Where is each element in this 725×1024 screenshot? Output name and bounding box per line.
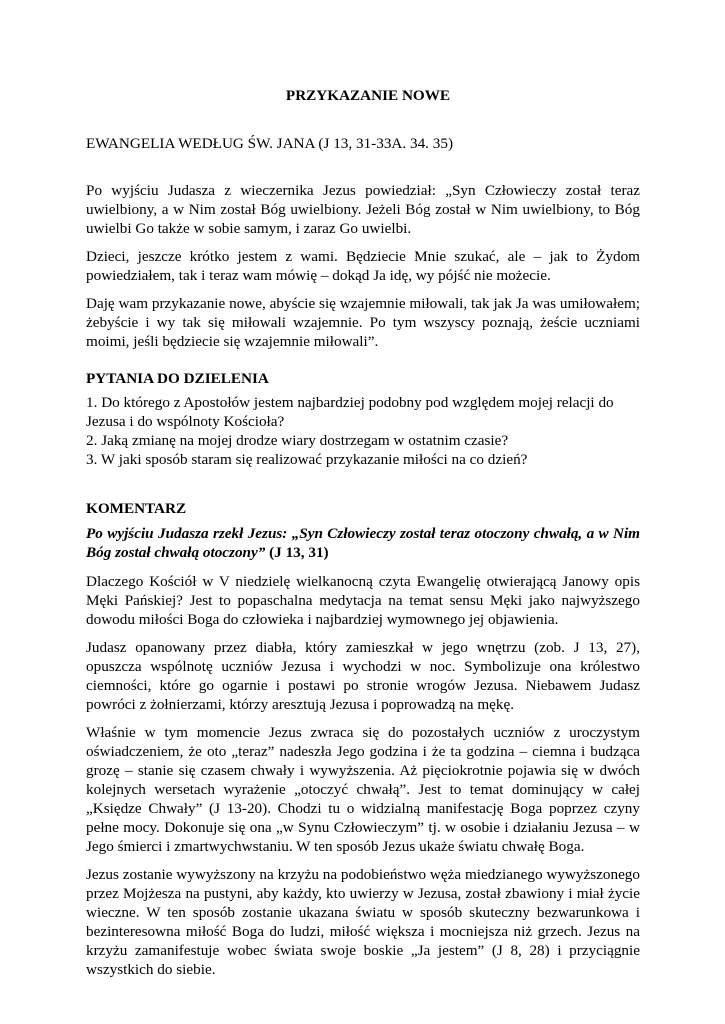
commentary-paragraph-2: Judasz opanowany przez diabła, który zamieszkał w jego wnętrzu (zob. J 13, 27), opuszcza wspólnotę uczniów Jezusa i wychodzi w noc. Symbolizuje ona królestwo ciemności, które go ogarnie i postawi po stronie wrogów Jezusa. Niebawem Judasz powróci z żołnierzami, którzy aresztują Jezusa i poprowadzą na mękę. — [86, 639, 640, 713]
commentary-paragraph-3: Właśnie w tym momencie Jezus zwraca się do pozostałych uczniów z uroczystym oświadczeniem, że oto „teraz” nadeszła Jego godzina i że ta godzina – ciemna i budząca grozę – stanie się czasem chwały i wywyższenia. Aż pięciokrotnie pojawia się w dwóch kolejnych wersetach wyrażenie „otoczyć chwałą”. Jest to temat dominujący w całej „Księdze Chwały” (J 13-20). Chodzi tu o widzialną manifestację Boga poprzez czyny pełne mocy. Dokonuje się ona „w Synu Człowieczym” tj. w osobie i działaniu Jezusa – w Jego śmierci i zmartwychwstaniu. W ten sposób Jezus ukaże światu chwałę Boga. — [86, 724, 640, 855]
commentary-quote — [86, 524, 640, 562]
gospel-paragraph-1: Po wyjściu Judasza z wieczernika Jezus powiedział: „Syn Człowieczy został teraz uwielbiony, a w Nim został Bóg uwielbiony. Jeżeli Bóg został w Nim uwielbiony, to Bóg uwielbi Go także w sobie samym, i zaraz Go uwielbi. — [86, 182, 640, 237]
commentary-paragraph-1: Dlaczego Kościół w V niedzielę wielkanocną czyta Ewangelię otwierającą Janowy opis Męki Pańskiej? Jest to popaschalna medytacja na temat sensu Męki jako najwyższego dowodu miłości Boga do człowieka i najbardziej wymownego jej objawienia. — [86, 573, 640, 628]
commentary-quote-reference: (J 13, 31) — [269, 544, 329, 561]
question-item: 1. Do którego z Apostołów jestem najbardziej podobny pod względem mojej relacji do Jezusa i do wspólnoty Kościoła? — [86, 394, 614, 430]
commentary-heading: KOMENTARZ — [86, 500, 187, 517]
commentary-quote-text: Po wyjściu Judasza rzekł Jezus: „Syn Człowieczy został teraz otoczony chwałą, a w Nim Bóg został chwałą otoczony” — [86, 525, 640, 561]
questions-heading: PYTANIA DO DZIELENIA — [86, 370, 269, 387]
commentary-paragraph-4: Jezus zostanie wywyższony na krzyżu na podobieństwo węża miedzianego wywyższonego przez Mojżesza na pustyni, aby każdy, kto uwierzy w Jezusa, został zbawiony i miał życie wieczne. W ten sposób zostanie ukazana światu w sposób skuteczny bezwarunkowa i bezinteresowna miłość Boga do ludzi, miłość większa i mocniejsza niż grzech. Jezus na krzyżu zamanifestuje wobec świata swoje boskie „Ja jestem” (J 8, 28) i przyciągnie wszystkich do siebie. — [86, 866, 640, 978]
questions-list — [86, 393, 640, 469]
question-item: 3. W jaki sposób staram się realizować przykazanie miłości na co dzień? — [86, 451, 528, 468]
gospel-heading: EWANGELIA WEDŁUG ŚW. JANA (J 13, 31-33A. 34. 35) — [86, 135, 454, 152]
gospel-paragraph-3: Daję wam przykazanie nowe, abyście się wzajemnie miłowali, tak jak Ja was umiłowałem; żebyście i wy tak się miłowali wzajemnie. Po tym wszyscy poznają, żeście uczniami moimi, jeśli będziecie się wzajemnie miłowali”. — [86, 295, 640, 350]
question-item: 2. Jaką zmianę na mojej drodze wiary dostrzegam w ostatnim czasie? — [86, 432, 509, 449]
document-page — [86, 86, 640, 988]
document-title: PRZYKAZANIE NOWE — [285, 87, 451, 104]
gospel-paragraph-2: Dzieci, jeszcze krótko jestem z wami. Będziecie Mnie szukać, ale – jak to Żydom powiedziałem, tak i teraz wam mówię – dokąd Ja idę, wy pójść nie możecie. — [86, 248, 640, 284]
